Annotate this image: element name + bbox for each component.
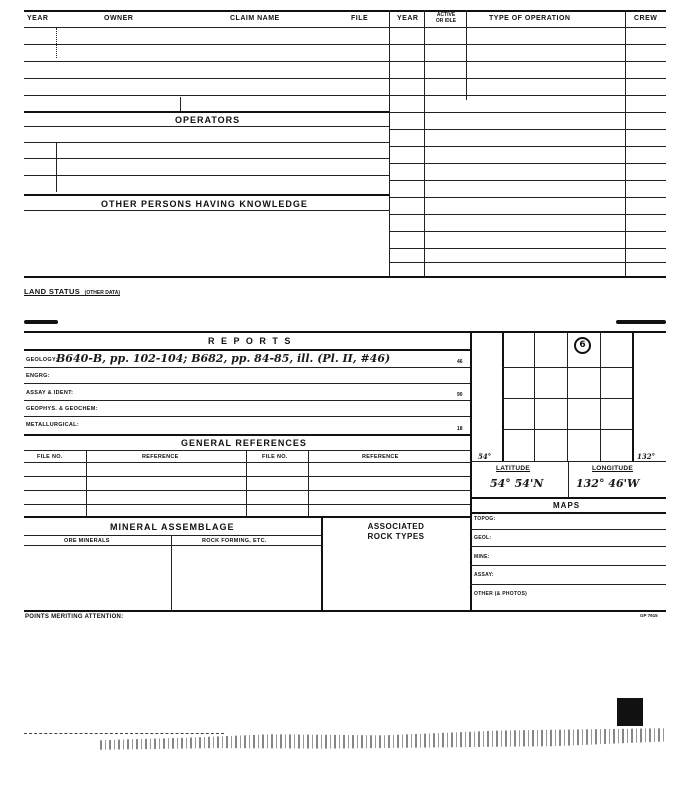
row-rule	[24, 44, 389, 45]
row-rule	[24, 78, 389, 79]
points-meriting-attention: POINTS MERITING ATTENTION:	[25, 614, 124, 620]
row-rule	[389, 248, 666, 249]
maps-rule	[470, 565, 666, 566]
genref-rule	[24, 450, 470, 451]
latitude-corner: 54°	[478, 452, 492, 461]
grid-line	[502, 429, 632, 430]
scan-noise-band	[100, 727, 666, 751]
row-rule	[389, 180, 666, 181]
metallurgical-num: 18	[457, 426, 463, 432]
geology-label: GEOLOGY:	[26, 357, 58, 363]
grid-line	[534, 333, 535, 461]
header-active-or-idle: ACTIVE OR IDLE	[435, 12, 457, 24]
associated-rock-types-label: ASSOCIATED ROCK TYPES	[367, 522, 425, 541]
mineral-rule	[24, 545, 321, 546]
row-rule	[24, 126, 389, 127]
header-crew: CREW	[634, 15, 658, 22]
grid-line	[502, 367, 632, 368]
reports-title-rule	[24, 349, 470, 351]
maps-geol-label: GEOL:	[474, 535, 492, 541]
panel-divider	[470, 331, 472, 610]
row-rule	[24, 210, 389, 211]
genref-col-divider	[246, 450, 247, 516]
genref-col-reference-2: REFERENCE	[362, 454, 399, 460]
land-status-label: LAND STATUS	[24, 287, 81, 296]
maps-title: MAPS	[553, 501, 581, 510]
latitude-value: 54° 54'N	[490, 477, 544, 490]
header-type-of-operation: TYPE OF OPERATION	[489, 15, 571, 22]
grid-bold-line	[632, 333, 634, 461]
engrg-label: ENGRG:	[26, 373, 50, 379]
row-rule	[389, 61, 666, 62]
owner-col-mark	[180, 97, 181, 111]
scan-blot	[617, 698, 643, 726]
assay-num: 90	[457, 392, 463, 398]
genref-rule	[24, 490, 470, 491]
geology-value: B640-B, pp. 102-104; B682, pp. 84-85, ill. (Pl. II, #46)	[56, 352, 391, 365]
row-rule	[389, 129, 666, 130]
latitude-label: LATITUDE	[496, 465, 531, 472]
maps-assay-label: ASSAY:	[474, 572, 494, 578]
row-rule	[24, 175, 389, 176]
longitude-label: LONGITUDE	[592, 465, 633, 472]
active-col-divider	[466, 10, 467, 100]
top-border	[24, 10, 666, 12]
grid-line	[567, 333, 568, 461]
longitude-value: 132° 46'W	[576, 477, 640, 490]
row-rule	[24, 61, 389, 62]
general-references-title: GENERAL REFERENCES	[181, 438, 307, 448]
row-rule	[389, 197, 666, 198]
mineral-col-divider	[171, 535, 172, 610]
scan-line	[24, 733, 224, 734]
maps-topog-label: TOPOG:	[474, 516, 496, 522]
operators-title: OPERATORS	[175, 115, 241, 125]
center-divider	[389, 10, 390, 276]
top-table-bottom-border	[24, 276, 666, 278]
geology-num: 46	[457, 359, 463, 365]
genref-col-file-no: FILE NO.	[37, 454, 63, 460]
other-persons-title: OTHER PERSONS HAVING KNOWLEDGE	[101, 199, 308, 209]
grid-bold-line	[502, 333, 504, 461]
header-owner: OWNER	[104, 15, 134, 22]
grid-line	[600, 333, 601, 461]
header-rule	[24, 27, 666, 28]
row-rule	[24, 158, 389, 159]
genref-col-file-no-2: FILE NO.	[262, 454, 288, 460]
genref-bottom-rule	[24, 516, 470, 518]
genref-col-reference: REFERENCE	[142, 454, 179, 460]
maps-mine-label: MINE:	[474, 554, 490, 560]
grid-line	[502, 398, 632, 399]
crew-col-divider	[625, 10, 626, 276]
row-rule	[24, 111, 389, 113]
associated-divider	[321, 516, 323, 610]
header-file: FILE	[351, 15, 369, 22]
operator-col-mark	[56, 142, 57, 192]
mineral-assemblage-title: MINERAL ASSEMBLAGE	[110, 522, 235, 532]
row-rule	[389, 78, 666, 79]
land-status-heading	[24, 281, 120, 299]
maps-rule	[470, 546, 666, 547]
longitude-corner: 132°	[637, 452, 656, 461]
row-rule	[24, 142, 389, 143]
mineral-rule	[24, 535, 321, 536]
row-rule	[389, 95, 666, 96]
row-rule	[24, 95, 389, 96]
maps-other-label: OTHER (& PHOTOS)	[474, 591, 528, 597]
mineral-bottom-rule	[24, 610, 470, 612]
report-row-rule	[24, 416, 470, 417]
header-year-2: YEAR	[397, 15, 419, 22]
geophys-label: GEOPHYS. & GEOCHEM:	[26, 406, 98, 412]
report-row-rule	[24, 400, 470, 401]
report-bottom-rule	[24, 434, 470, 436]
header-claim-name: CLAIM NAME	[230, 15, 280, 22]
year-col-mark	[56, 28, 57, 58]
report-row-rule	[24, 367, 470, 368]
maps-rule	[470, 512, 666, 514]
punch-mark-left	[24, 320, 58, 324]
reports-top-border	[24, 331, 666, 333]
row-rule	[389, 262, 666, 263]
reports-title: R E P O R T S	[208, 336, 293, 346]
maps-rule	[470, 584, 666, 585]
genref-col-divider	[86, 450, 87, 516]
maps-rule	[470, 529, 666, 530]
row-rule	[389, 146, 666, 147]
metallurgical-label: METALLURGICAL:	[26, 422, 79, 428]
maps-bottom-rule	[470, 610, 666, 612]
location-marker: 6	[574, 337, 591, 354]
assay-ident-label: ASSAY & IDENT:	[26, 390, 74, 396]
row-rule	[389, 214, 666, 215]
form-number: GP 7915	[640, 613, 658, 618]
row-rule	[389, 44, 666, 45]
latlon-bottom-rule	[470, 497, 666, 499]
row-rule	[24, 194, 389, 196]
genref-col-divider	[308, 450, 309, 516]
genref-rule	[24, 462, 470, 463]
header-year: YEAR	[27, 15, 49, 22]
punch-mark-right	[616, 320, 666, 324]
genref-rule	[24, 476, 470, 477]
latlon-divider	[568, 461, 569, 497]
row-rule	[389, 112, 666, 113]
genref-rule	[24, 504, 470, 505]
land-status-sublabel: (OTHER DATA)	[84, 290, 121, 296]
row-rule	[389, 163, 666, 164]
row-rule	[389, 231, 666, 232]
ore-minerals-label: ORE MINERALS	[64, 538, 110, 544]
rock-forming-label: ROCK FORMING, ETC.	[202, 538, 267, 544]
year-col-divider	[424, 10, 425, 276]
report-row-rule	[24, 383, 470, 384]
